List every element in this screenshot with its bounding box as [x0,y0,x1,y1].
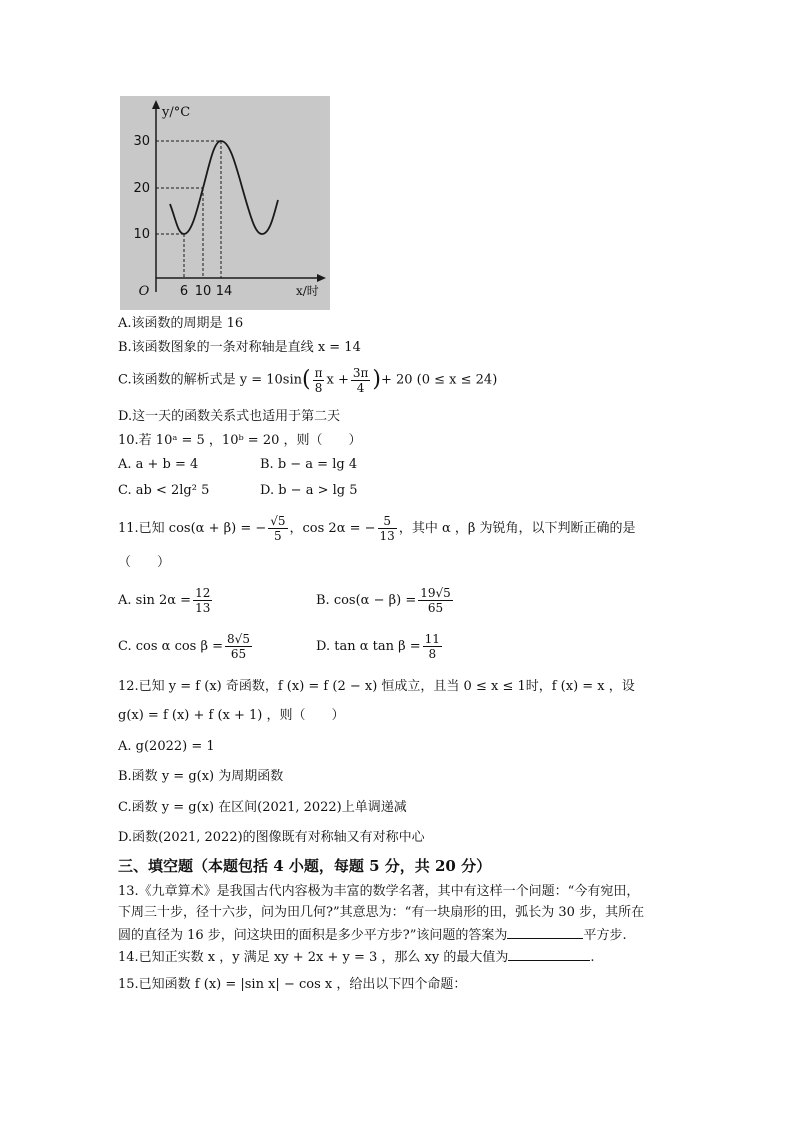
q14-line: 14.已知正实数 x ，y 满足 xy + 2x + y = 3 ，那么 xy 的最大值为 . [118,950,595,965]
q9-option-c-frac2: $\frac{3\pi}{4}$ [352,365,369,395]
q12-option-c: C.函数 y = g(x) 在区间(2021, 2022)上单调递减 [118,800,407,815]
y-axis-label: y/°C [162,105,191,120]
q13-line3: 圆的直径为 16 步，问这块田的面积是多少平方步?”该问题的答案为 平方步. [118,928,627,943]
y-tick-label: 20 [133,181,150,196]
q9-option-c: C.该函数的解析式是 y = 10sin( $\frac{\pi}{8}$ x + $\frac{3\pi}{4}$ )+ 20 (0 ≤ x ≤ 24) [118,365,498,395]
q12-option-b: B.函数 y = g(x) 为周期函数 [118,769,284,784]
x-tick-label: 6 [179,284,189,299]
q10-option-c: C. ab < 2lg² 5 [118,483,210,498]
q12-stem-line1: 12.已知 y = f (x) 奇函数，f (x) = f (2 − x) 恒成立，且当 0 ≤ x ≤ 1时，f (x) = x ，设 [118,679,635,694]
q10-option-b: B. b − a = lg 4 [260,457,358,472]
q11-stem-line2: （ ） [118,555,171,570]
q11-option-a: A. sin 2α = $\frac{12}{13}$ [118,586,211,615]
guide-lines [156,141,221,278]
q15-line: 15.已知函数 f (x) = |sin x| − cos x ，给出以下四个命题： [118,977,467,992]
q11-option-c: C. cos α cos β = $\frac{8√5}{65}$ [118,632,250,661]
q9-option-d: D.这一天的函数关系式也适用于第二天 [118,409,341,424]
q9-option-c-prefix: C.该函数的解析式是 y = 10sin [118,372,302,388]
x-tick-label: 14 [215,284,233,299]
q10-option-d: D. b − a > lg 5 [260,483,358,498]
q13-line2: 下周三十步，径十六步，问为田几何?”其意思为：“有一块扇形的田，弧长为 30 步，其所在 [118,905,645,920]
q11-frac1: $\frac{√5}{5}$ [270,514,286,543]
q12-stem-line2: g(x) = f (x) + f (x + 1) ，则（ ） [118,708,345,723]
q11-stem: 11.已知 cos(α + β) = − $\frac{√5}{5}$ ，cos 2α = − $\frac{5}{13}$ ，其中 α ，β 为锐角，以下判断正确的是 [118,514,636,543]
q11-option-d: D. tan α tan β = $\frac{11}{8}$ [316,632,440,661]
q10-stem: 10.若 10ᵃ = 5 ，10ᵇ = 20 ，则（ ） [118,433,362,448]
q13-line1: 13.《九章算术》是我国古代内容极为丰富的数学名著，其中有这样一个问题：“今有宛田， [118,884,640,899]
q13-answer-blank [507,926,583,939]
q12-option-a: A. g(2022) = 1 [118,739,215,754]
y-axis-arrow [152,100,160,109]
q12-option-d: D.函数(2021, 2022)的图像既有对称轴又有对称中心 [118,830,425,845]
section-title: 三、填空题（本题包括 4 小题，每题 5 分，共 20 分） [118,857,492,875]
q14-answer-blank [508,948,590,961]
origin-label: O [138,284,150,299]
x-axis-label: x/时 [296,284,319,298]
temperature-graph [120,96,330,310]
q9-option-c-frac1: $\frac{\pi}{8}$ [314,365,323,395]
q11-option-b: B. cos(α − β) = $\frac{19√5}{65}$ [316,586,451,615]
x-tick-label: 10 [194,284,212,299]
y-tick-label: 10 [133,227,150,242]
q11-frac2: $\frac{5}{13}$ [379,514,395,543]
graph-svg [120,96,330,310]
q9-option-b: B.该函数图象的一条对称轴是直线 x = 14 [118,340,361,355]
q9-option-c-suffix: + 20 (0 ≤ x ≤ 24) [380,372,498,388]
q10-option-a: A. a + b = 4 [118,457,199,472]
q9-option-a: A.该函数的周期是 16 [118,316,244,331]
y-tick-label: 30 [133,134,150,149]
x-axis-arrow [317,274,326,282]
